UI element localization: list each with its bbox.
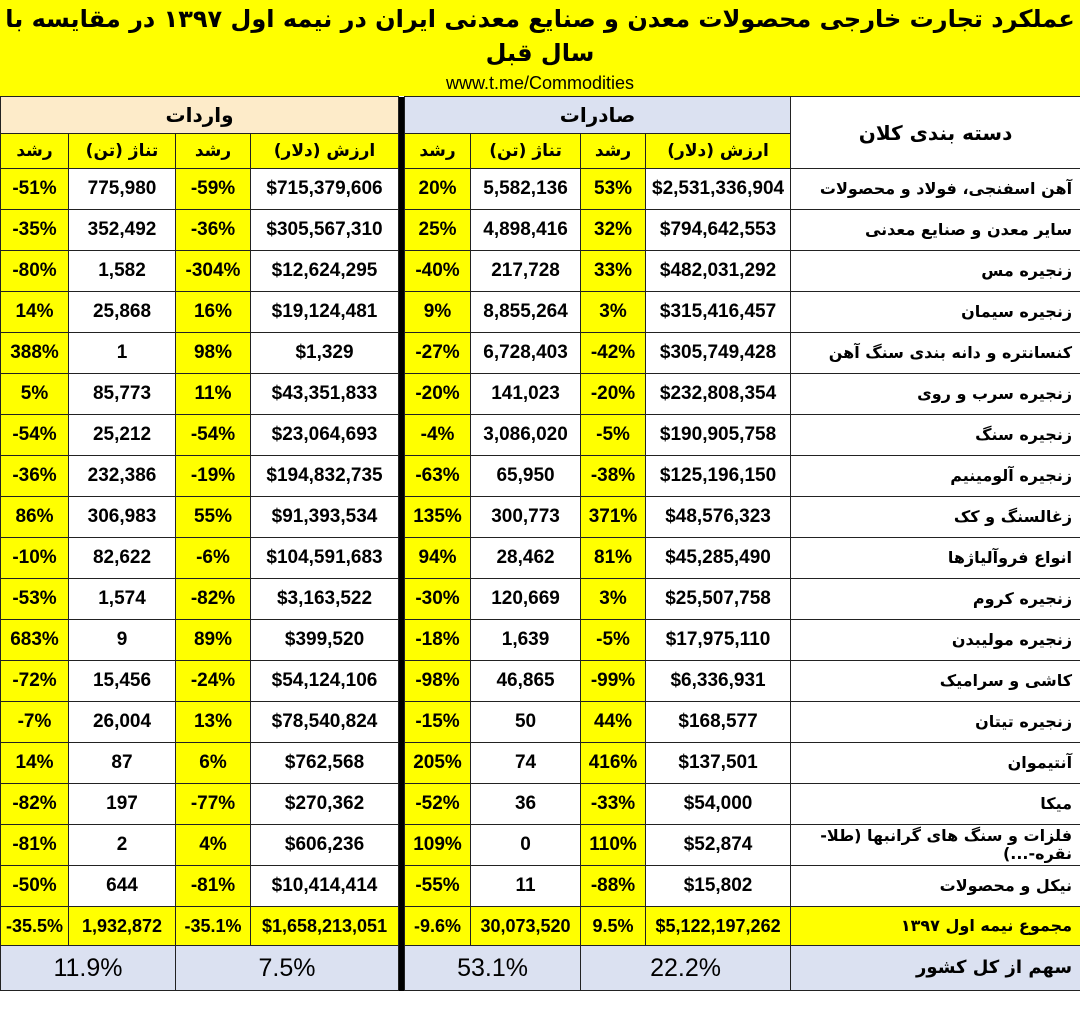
exp-ton-share-cell: 53.1%	[405, 946, 581, 991]
exp-ton-growth-cell: 135%	[405, 497, 471, 538]
table-row	[1, 415, 1080, 456]
imp-value-growth-cell: -19%	[176, 456, 251, 497]
exp-ton-cell: 46,865	[471, 661, 581, 702]
category-header: دسته بندی کلان	[791, 97, 1080, 169]
imp-ton-cell: 85,773	[69, 374, 176, 415]
imp-ton-cell: 2	[69, 825, 176, 866]
imp-ton-growth-cell: -10%	[1, 538, 69, 579]
category-cell: نیکل و محصولات	[791, 866, 1080, 907]
imp-ton-cell: 1,582	[69, 251, 176, 292]
imp-ton-cell: 644	[69, 866, 176, 907]
table-row	[1, 825, 1080, 866]
imp-value-growth-cell: -59%	[176, 169, 251, 210]
category-cell: انواع فروآلیاژها	[791, 538, 1080, 579]
exp-value-growth-cell: -5%	[581, 415, 646, 456]
share-row	[1, 946, 1080, 991]
imp-ton-growth-cell: 86%	[1, 497, 69, 538]
exp-value-cell: $5,122,197,262	[646, 907, 791, 946]
table-row	[1, 702, 1080, 743]
exp-value-growth-cell: 9.5%	[581, 907, 646, 946]
exp-value-header: ارزش (دلار)	[646, 134, 791, 169]
imp-ton-growth-cell: -36%	[1, 456, 69, 497]
exp-ton-growth-cell: -27%	[405, 333, 471, 374]
exp-ton-growth-cell: -40%	[405, 251, 471, 292]
imp-value-cell: $606,236	[251, 825, 399, 866]
exp-value-cell: $54,000	[646, 784, 791, 825]
imp-ton-growth-cell: -7%	[1, 702, 69, 743]
imp-ton-growth-cell: -81%	[1, 825, 69, 866]
exp-value-cell: $305,749,428	[646, 333, 791, 374]
imp-ton-cell: 306,983	[69, 497, 176, 538]
exp-value-cell: $45,285,490	[646, 538, 791, 579]
imp-ton-cell: 87	[69, 743, 176, 784]
imp-value-cell: $91,393,534	[251, 497, 399, 538]
exp-ton-growth-cell: -98%	[405, 661, 471, 702]
category-cell: کنسانتره و دانه بندی سنگ آهن	[791, 333, 1080, 374]
exp-ton-cell: 74	[471, 743, 581, 784]
imp-ton-growth-cell: -50%	[1, 866, 69, 907]
exp-ton-growth-cell: 9%	[405, 292, 471, 333]
exp-value-cell: $52,874	[646, 825, 791, 866]
imp-value-header: ارزش (دلار)	[251, 134, 399, 169]
exp-ton-growth-cell: -55%	[405, 866, 471, 907]
imp-ton-growth-cell: -53%	[1, 579, 69, 620]
exp-value-growth-cell: 81%	[581, 538, 646, 579]
imp-value-growth-cell: -35.1%	[176, 907, 251, 946]
imp-ton-cell: 25,868	[69, 292, 176, 333]
imp-value-cell: $12,624,295	[251, 251, 399, 292]
exp-ton-cell: 141,023	[471, 374, 581, 415]
imp-ton-cell: 352,492	[69, 210, 176, 251]
exp-value-growth-cell: 32%	[581, 210, 646, 251]
exp-ton-growth-cell: -18%	[405, 620, 471, 661]
exp-ton-growth-cell: -15%	[405, 702, 471, 743]
table-row	[1, 292, 1080, 333]
exp-value-growth-cell: 110%	[581, 825, 646, 866]
exp-value-share-cell: 22.2%	[581, 946, 791, 991]
exp-value-cell: $168,577	[646, 702, 791, 743]
table-row	[1, 579, 1080, 620]
category-cell: میکا	[791, 784, 1080, 825]
exp-value-cell: $17,975,110	[646, 620, 791, 661]
imp-ton-cell: 197	[69, 784, 176, 825]
imp-ton-growth-cell: 14%	[1, 743, 69, 784]
exp-value-growth-cell: -99%	[581, 661, 646, 702]
exp-value-cell: $125,196,150	[646, 456, 791, 497]
exp-ton-growth-cell: -20%	[405, 374, 471, 415]
table-row	[1, 251, 1080, 292]
category-cell: زنجیره کروم	[791, 579, 1080, 620]
exp-ton-cell: 8,855,264	[471, 292, 581, 333]
imp-ton-growth-header: رشد	[1, 134, 69, 169]
imp-value-growth-cell: 98%	[176, 333, 251, 374]
imp-ton-growth-cell: 5%	[1, 374, 69, 415]
imp-value-growth-header: رشد	[176, 134, 251, 169]
imports-header: واردات	[1, 97, 399, 134]
imp-ton-growth-cell: 683%	[1, 620, 69, 661]
imp-ton-growth-cell: -51%	[1, 169, 69, 210]
table-row	[1, 661, 1080, 702]
imp-ton-cell: 26,004	[69, 702, 176, 743]
imp-value-growth-cell: -304%	[176, 251, 251, 292]
exp-ton-cell: 5,582,136	[471, 169, 581, 210]
imp-value-cell: $270,362	[251, 784, 399, 825]
imp-ton-growth-cell: -82%	[1, 784, 69, 825]
exp-ton-cell: 11	[471, 866, 581, 907]
exp-value-cell: $315,416,457	[646, 292, 791, 333]
trade-table	[0, 96, 1080, 991]
exp-value-growth-cell: 33%	[581, 251, 646, 292]
imp-value-growth-cell: -77%	[176, 784, 251, 825]
imp-ton-cell: 15,456	[69, 661, 176, 702]
category-cell: زنجیره مولیبدن	[791, 620, 1080, 661]
exp-ton-cell: 3,086,020	[471, 415, 581, 456]
exp-ton-growth-cell: -52%	[405, 784, 471, 825]
imp-value-cell: $3,163,522	[251, 579, 399, 620]
exp-ton-cell: 120,669	[471, 579, 581, 620]
imp-value-cell: $19,124,481	[251, 292, 399, 333]
exp-value-growth-cell: 3%	[581, 579, 646, 620]
exp-value-cell: $2,531,336,904	[646, 169, 791, 210]
exp-value-growth-cell: 44%	[581, 702, 646, 743]
table-row	[1, 866, 1080, 907]
exp-ton-cell: 50	[471, 702, 581, 743]
imp-value-growth-cell: -81%	[176, 866, 251, 907]
exp-value-growth-cell: -33%	[581, 784, 646, 825]
imp-ton-growth-cell: -72%	[1, 661, 69, 702]
imp-ton-cell: 1,932,872	[69, 907, 176, 946]
exp-value-cell: $25,507,758	[646, 579, 791, 620]
category-cell: سایر معدن و صنایع معدنی	[791, 210, 1080, 251]
table-row	[1, 743, 1080, 784]
category-cell: زنجیره مس	[791, 251, 1080, 292]
exp-ton-cell: 4,898,416	[471, 210, 581, 251]
table-row	[1, 620, 1080, 661]
imp-value-cell: $762,568	[251, 743, 399, 784]
imp-value-growth-cell: 11%	[176, 374, 251, 415]
category-cell: زنجیره سنگ	[791, 415, 1080, 456]
imp-value-cell: $305,567,310	[251, 210, 399, 251]
exp-value-cell: $6,336,931	[646, 661, 791, 702]
imp-value-growth-cell: 13%	[176, 702, 251, 743]
imp-ton-header: تناژ (تن)	[69, 134, 176, 169]
imp-value-cell: $23,064,693	[251, 415, 399, 456]
exp-value-growth-cell: -38%	[581, 456, 646, 497]
imp-value-growth-cell: 89%	[176, 620, 251, 661]
category-cell: زنجیره آلومینیم	[791, 456, 1080, 497]
imp-ton-cell: 775,980	[69, 169, 176, 210]
imp-value-cell: $78,540,824	[251, 702, 399, 743]
table-row	[1, 169, 1080, 210]
table-row	[1, 784, 1080, 825]
imp-ton-cell: 82,622	[69, 538, 176, 579]
imp-value-growth-cell: -36%	[176, 210, 251, 251]
imp-value-cell: $10,414,414	[251, 866, 399, 907]
table-row	[1, 538, 1080, 579]
table-row	[1, 333, 1080, 374]
share-label: سهم از کل کشور	[791, 946, 1080, 991]
exp-value-growth-cell: 371%	[581, 497, 646, 538]
exp-value-growth-cell: -42%	[581, 333, 646, 374]
exp-ton-growth-cell: 94%	[405, 538, 471, 579]
category-cell: آنتیموان	[791, 743, 1080, 784]
imp-value-cell: $715,379,606	[251, 169, 399, 210]
imp-value-cell: $43,351,833	[251, 374, 399, 415]
exp-ton-growth-cell: 25%	[405, 210, 471, 251]
exp-ton-cell: 65,950	[471, 456, 581, 497]
imp-value-growth-cell: 4%	[176, 825, 251, 866]
exp-ton-cell: 300,773	[471, 497, 581, 538]
category-cell: زنجیره سیمان	[791, 292, 1080, 333]
imp-ton-cell: 1,574	[69, 579, 176, 620]
imp-value-cell: $1,329	[251, 333, 399, 374]
exp-value-growth-cell: 416%	[581, 743, 646, 784]
exp-ton-growth-cell: 205%	[405, 743, 471, 784]
category-cell: آهن اسفنجی، فولاد و محصولات	[791, 169, 1080, 210]
imp-value-cell: $104,591,683	[251, 538, 399, 579]
exp-value-growth-header: رشد	[581, 134, 646, 169]
category-cell: کاشی و سرامیک	[791, 661, 1080, 702]
exp-ton-cell: 28,462	[471, 538, 581, 579]
imp-ton-cell: 232,386	[69, 456, 176, 497]
category-cell: زنجیره تیتان	[791, 702, 1080, 743]
exp-ton-growth-cell: -9.6%	[405, 907, 471, 946]
imp-ton-share-cell: 11.9%	[1, 946, 176, 991]
exports-header: صادرات	[405, 97, 791, 134]
table-row	[1, 374, 1080, 415]
exp-ton-growth-header: رشد	[405, 134, 471, 169]
imp-value-growth-cell: -82%	[176, 579, 251, 620]
channel-url: www.t.me/Commodities	[0, 72, 1080, 96]
exp-value-cell: $48,576,323	[646, 497, 791, 538]
imp-value-growth-cell: -6%	[176, 538, 251, 579]
exp-value-cell: $190,905,758	[646, 415, 791, 456]
exp-ton-header: تناژ (تن)	[471, 134, 581, 169]
category-cell: زنجیره سرب و روی	[791, 374, 1080, 415]
exp-value-growth-cell: -20%	[581, 374, 646, 415]
imp-value-growth-cell: -54%	[176, 415, 251, 456]
exp-value-growth-cell: -88%	[581, 866, 646, 907]
table-row	[1, 497, 1080, 538]
imp-value-growth-cell: -24%	[176, 661, 251, 702]
imp-value-share-cell: 7.5%	[176, 946, 399, 991]
exp-value-cell: $794,642,553	[646, 210, 791, 251]
imp-ton-cell: 25,212	[69, 415, 176, 456]
imp-value-growth-cell: 16%	[176, 292, 251, 333]
exp-value-cell: $15,802	[646, 866, 791, 907]
total-row	[1, 907, 1080, 946]
imp-value-cell: $399,520	[251, 620, 399, 661]
exp-ton-growth-cell: -30%	[405, 579, 471, 620]
exp-ton-growth-cell: -4%	[405, 415, 471, 456]
exp-value-growth-cell: 3%	[581, 292, 646, 333]
exp-ton-growth-cell: -63%	[405, 456, 471, 497]
imp-ton-growth-cell: -35%	[1, 210, 69, 251]
page-title: عملکرد تجارت خارجی محصولات معدن و صنایع معدنی ایران در نیمه اول ۱۳۹۷ در مقایسه با سال قبل	[0, 0, 1080, 72]
exp-ton-cell: 30,073,520	[471, 907, 581, 946]
exp-ton-cell: 36	[471, 784, 581, 825]
imp-ton-growth-cell: 14%	[1, 292, 69, 333]
exp-ton-cell: 217,728	[471, 251, 581, 292]
exp-value-growth-cell: -5%	[581, 620, 646, 661]
imp-ton-growth-cell: -80%	[1, 251, 69, 292]
exp-ton-growth-cell: 109%	[405, 825, 471, 866]
imp-ton-growth-cell: -35.5%	[1, 907, 69, 946]
category-cell: فلزات و سنگ های گرانبها (طلا-نقره-...)	[791, 825, 1080, 866]
table-row	[1, 210, 1080, 251]
category-cell: مجموع نیمه اول ۱۳۹۷	[791, 907, 1080, 946]
exp-ton-cell: 1,639	[471, 620, 581, 661]
imp-ton-cell: 9	[69, 620, 176, 661]
imp-value-growth-cell: 6%	[176, 743, 251, 784]
exp-value-cell: $482,031,292	[646, 251, 791, 292]
imp-value-cell: $54,124,106	[251, 661, 399, 702]
imp-ton-growth-cell: -54%	[1, 415, 69, 456]
imp-value-cell: $194,832,735	[251, 456, 399, 497]
exp-ton-cell: 0	[471, 825, 581, 866]
exp-ton-cell: 6,728,403	[471, 333, 581, 374]
exp-value-growth-cell: 53%	[581, 169, 646, 210]
imp-value-growth-cell: 55%	[176, 497, 251, 538]
table-row	[1, 456, 1080, 497]
exp-value-cell: $232,808,354	[646, 374, 791, 415]
imp-ton-growth-cell: 388%	[1, 333, 69, 374]
exp-value-cell: $137,501	[646, 743, 791, 784]
exp-ton-growth-cell: 20%	[405, 169, 471, 210]
imp-value-cell: $1,658,213,051	[251, 907, 399, 946]
category-cell: زغالسنگ و کک	[791, 497, 1080, 538]
imp-ton-cell: 1	[69, 333, 176, 374]
